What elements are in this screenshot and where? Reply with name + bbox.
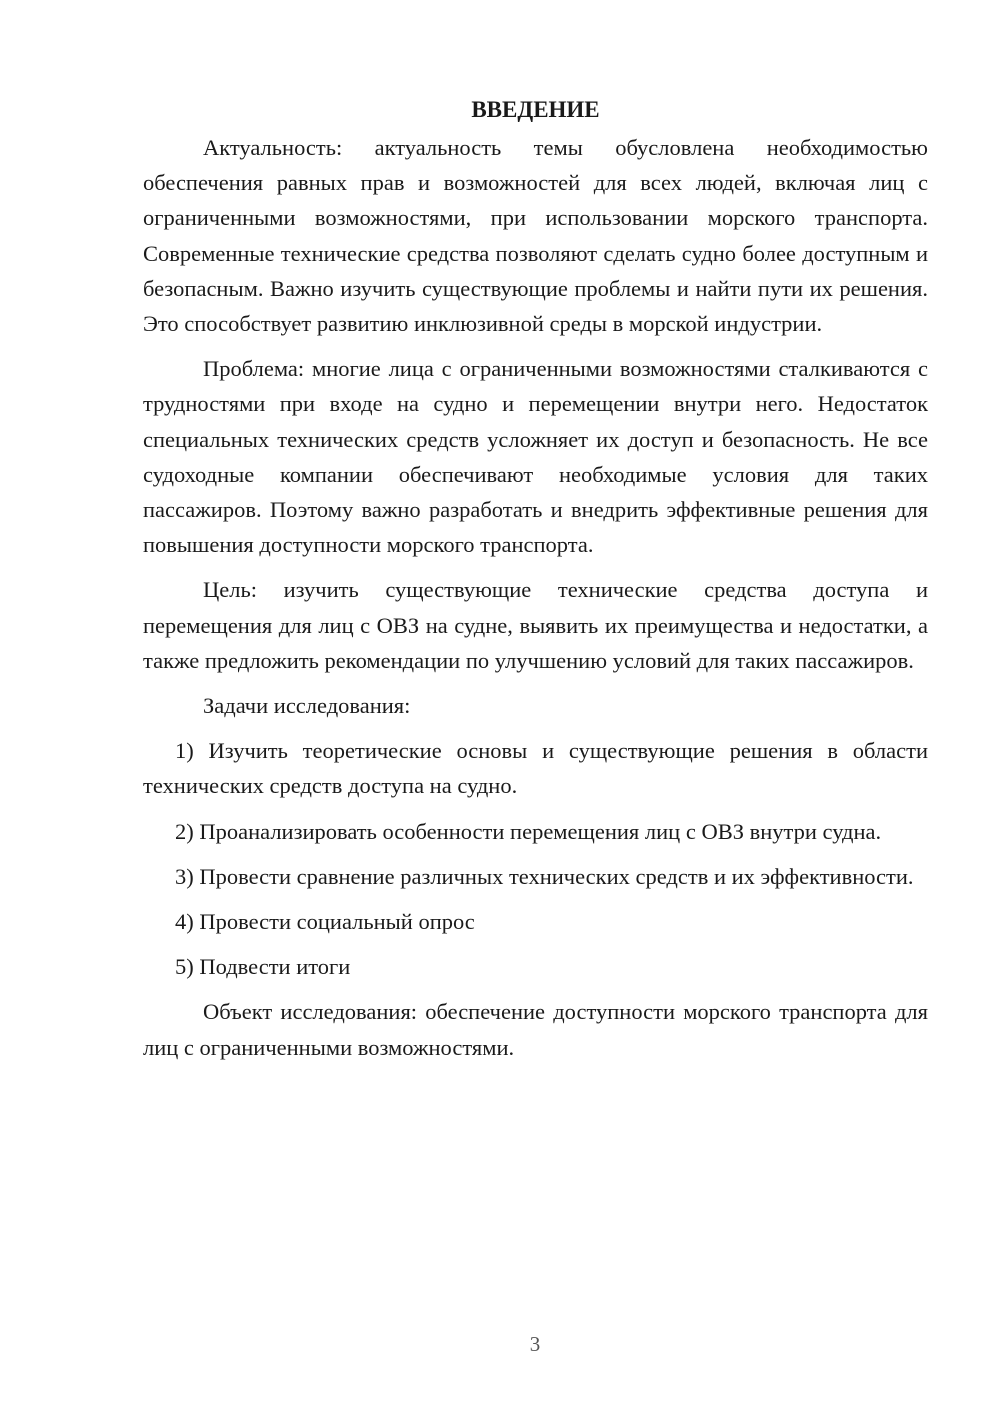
paragraph-object: Объект исследования: обеспечение доступности морского транспорта для лиц с ограниченными возможностями. — [143, 999, 928, 1060]
tasks-heading: Задачи исследования: — [203, 693, 411, 719]
task-item-3: 3) Провести сравнение различных технических средств и их эффективности. — [175, 863, 914, 889]
section-title: ВВЕДЕНИЕ — [471, 97, 600, 122]
task-item-4: 4) Провести социальный опрос — [175, 909, 475, 935]
paragraph-problem: Проблема: многие лица с ограниченными возможностями сталкиваются с трудностями при входе на судно и перемещении внутри него. Недостаток специальных технических средств усложняет их доступ и безопасность. Не все судоходные компании обеспечивают необходимые условия для таких пассажиров. Поэтому важно разработать и внедрить эффективные решения для повышения доступности морского транспорта. — [143, 356, 928, 558]
task-item-1: 1) Изучить теоретические основы и существующие решения в области технических средств доступа на судно. — [143, 738, 928, 799]
task-item-5: 5) Подвести итоги — [175, 954, 351, 980]
task-item-2: 2) Проанализировать особенности перемещения лиц с ОВЗ внутри судна. — [175, 818, 882, 844]
page-number: 3 — [529, 1332, 541, 1356]
document-page — [143, 92, 928, 1075]
paragraph-relevance: Актуальность: актуальность темы обусловлена необходимостью обеспечения равных прав и возможностей для всех людей, включая лиц с ограниченными возможностями, при использовании морского транспорта. Современные технические средства позволяют сделать судно более доступным и безопасным. Важно изучить существующие проблемы и найти пути их решения. Это способствует развитию инклюзивной среды в морской индустрии. — [143, 135, 928, 337]
paragraph-goal: Цель: изучить существующие технические средства доступа и перемещения для лиц с ОВЗ на судне, выявить их преимущества и недостатки, а также предложить рекомендации по улучшению условий для таких пассажиров. — [143, 577, 928, 673]
